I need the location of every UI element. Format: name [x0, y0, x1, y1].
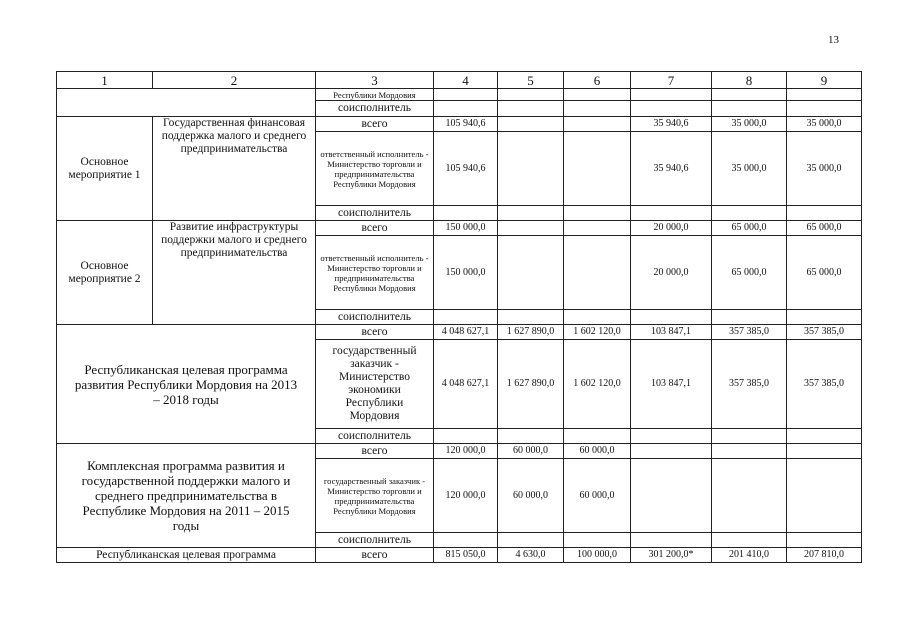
col-header: 2 — [153, 72, 316, 89]
value-cell — [498, 221, 564, 236]
value-cell: 105 940,6 — [434, 117, 498, 132]
col-header: 1 — [57, 72, 153, 89]
value-cell: 35 000,0 — [787, 117, 862, 132]
coexecutor-label: соисполнитель — [316, 206, 434, 221]
header-row — [57, 72, 862, 89]
value-cell — [631, 444, 712, 459]
value-cell — [498, 117, 564, 132]
value-cell: 357 385,0 — [712, 325, 787, 340]
value-cell — [631, 459, 712, 533]
value-cell: 35 000,0 — [712, 132, 787, 206]
value-cell: 1 627 890,0 — [498, 325, 564, 340]
value-cell: 60 000,0 — [564, 459, 631, 533]
value-cell: 60 000,0 — [498, 444, 564, 459]
executor-label: государственный заказчик - Министерство торговли и предпринимательства Республики Мордовия — [316, 459, 434, 533]
value-cell: 65 000,0 — [712, 221, 787, 236]
value-cell: 60 000,0 — [498, 459, 564, 533]
value-cell: 35 000,0 — [712, 117, 787, 132]
value-cell: 357 385,0 — [787, 325, 862, 340]
value-cell: 120 000,0 — [434, 459, 498, 533]
value-cell: 100 000,0 — [564, 548, 631, 563]
coexecutor-label: соисполнитель — [316, 310, 434, 325]
table-row — [57, 444, 862, 459]
budget-table — [56, 71, 862, 563]
program1-name: Республиканская целевая программа развития Республики Мордовия на 2013 – 2018 годы — [57, 325, 316, 444]
coexecutor-label: соисполнитель — [316, 101, 434, 117]
total-label: всего — [316, 444, 434, 459]
value-cell — [787, 459, 862, 533]
value-cell: 20 000,0 — [631, 221, 712, 236]
table-row — [57, 221, 862, 236]
col-header: 6 — [564, 72, 631, 89]
value-cell — [564, 236, 631, 310]
value-cell: 815 050,0 — [434, 548, 498, 563]
value-cell — [712, 459, 787, 533]
table-row — [57, 548, 862, 563]
empty-cell — [57, 89, 316, 117]
value-cell: 150 000,0 — [434, 221, 498, 236]
value-cell: 65 000,0 — [712, 236, 787, 310]
value-cell: 65 000,0 — [787, 221, 862, 236]
table-row — [57, 117, 862, 132]
event1-name: Государственная финансовая поддержка малого и среднего предпринимательства — [153, 117, 316, 221]
executor-label: ответственный исполнитель - Министерство торговли и предпринимательства Республики Мордовия — [316, 132, 434, 206]
value-cell — [498, 132, 564, 206]
value-cell: 357 385,0 — [712, 340, 787, 429]
event1-label: Основное мероприятие 1 — [57, 117, 153, 221]
value-cell: 35 940,6 — [631, 117, 712, 132]
executor-label: ответственный исполнитель - Министерство торговли и предпринимательства Республики Мордовия — [316, 236, 434, 310]
executor-label: государственный заказчик - Министерство экономики Республики Мордовия — [316, 340, 434, 429]
value-cell: 35 940,6 — [631, 132, 712, 206]
value-cell: 65 000,0 — [787, 236, 862, 310]
value-cell: 103 847,1 — [631, 325, 712, 340]
value-cell: 201 410,0 — [712, 548, 787, 563]
table-row — [57, 89, 862, 101]
total-label: всего — [316, 221, 434, 236]
value-cell: 103 847,1 — [631, 340, 712, 429]
value-cell: 120 000,0 — [434, 444, 498, 459]
value-cell: 1 602 120,0 — [564, 325, 631, 340]
value-cell: 35 000,0 — [787, 132, 862, 206]
col-header: 3 — [316, 72, 434, 89]
value-cell — [564, 221, 631, 236]
program3-name: Республиканская целевая программа — [57, 548, 316, 563]
total-label: всего — [316, 117, 434, 132]
page-number: 13 — [828, 34, 839, 46]
col-header: 8 — [712, 72, 787, 89]
coexecutor-label: соисполнитель — [316, 429, 434, 444]
value-cell: 301 200,0* — [631, 548, 712, 563]
col-header: 7 — [631, 72, 712, 89]
value-cell — [564, 132, 631, 206]
value-cell: 1 602 120,0 — [564, 340, 631, 429]
value-cell: 207 810,0 — [787, 548, 862, 563]
value-cell: 150 000,0 — [434, 236, 498, 310]
event2-name: Развитие инфраструктуры поддержки малого и среднего предпринимательства — [153, 221, 316, 325]
value-cell: 1 627 890,0 — [498, 340, 564, 429]
value-cell: 357 385,0 — [787, 340, 862, 429]
value-cell: 60 000,0 — [564, 444, 631, 459]
value-cell: 4 048 627,1 — [434, 325, 498, 340]
value-cell: 105 940,6 — [434, 132, 498, 206]
value-cell — [564, 117, 631, 132]
value-cell: 20 000,0 — [631, 236, 712, 310]
col-header: 9 — [787, 72, 862, 89]
value-cell: 4 630,0 — [498, 548, 564, 563]
col-header: 4 — [434, 72, 498, 89]
total-label: всего — [316, 325, 434, 340]
executor-continued: Республики Мордовия — [316, 89, 434, 101]
program2-name: Комплексная программа развития и государственной поддержки малого и среднего предпринимательства в Республике Мордовия на 2011 – 2015 годы — [57, 444, 316, 548]
value-cell — [712, 444, 787, 459]
col-header: 5 — [498, 72, 564, 89]
event2-label: Основное мероприятие 2 — [57, 221, 153, 325]
value-cell: 4 048 627,1 — [434, 340, 498, 429]
total-label: всего — [316, 548, 434, 563]
coexecutor-label: соисполнитель — [316, 533, 434, 548]
value-cell — [787, 444, 862, 459]
table-row — [57, 325, 862, 340]
value-cell — [498, 236, 564, 310]
